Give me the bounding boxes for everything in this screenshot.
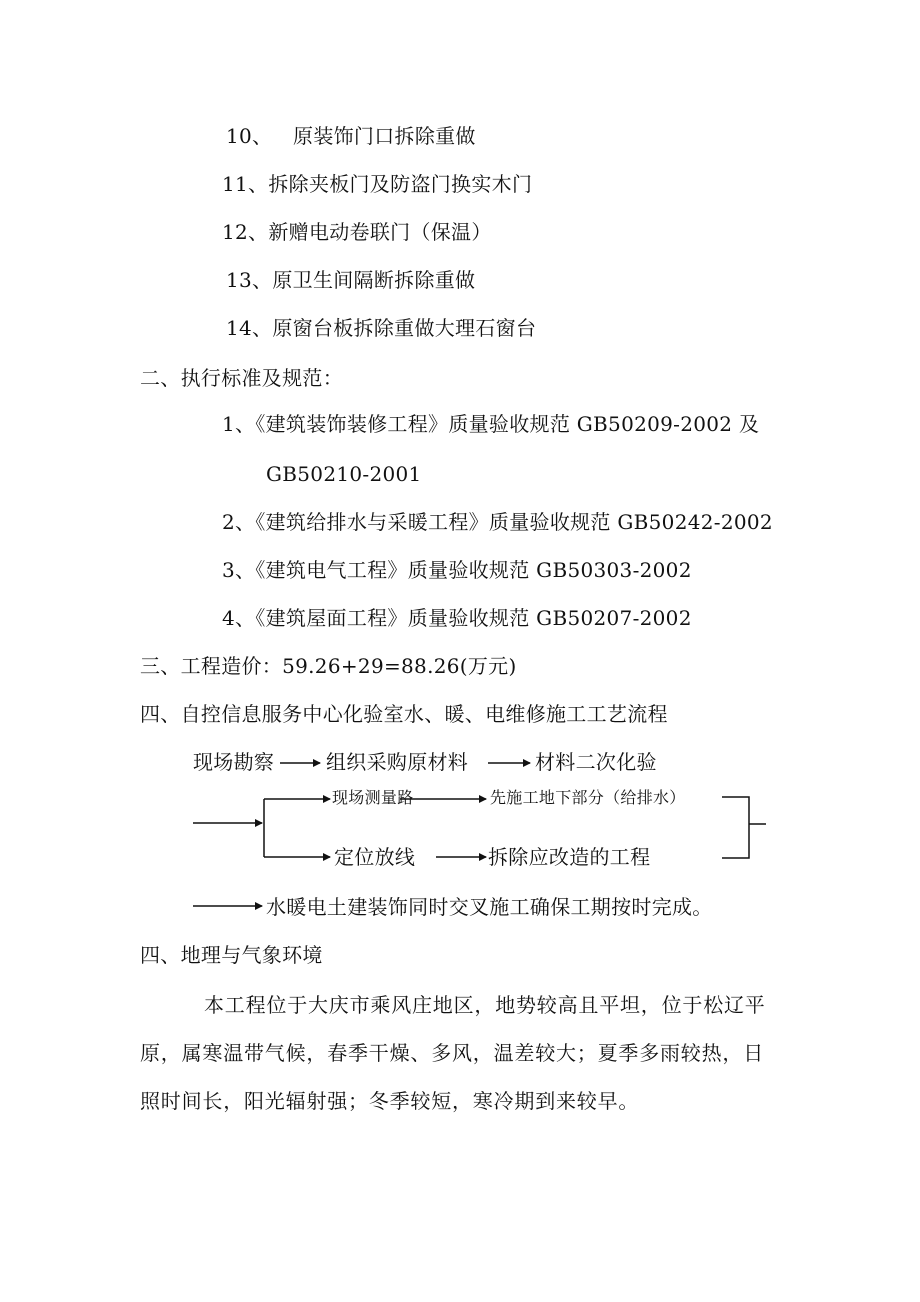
flow-final: 水暖电土建装饰同时交叉施工确保工期按时完成。	[266, 895, 713, 919]
flow-branch-setout: 定位放线	[334, 845, 416, 869]
section-heading-standards: 二、执行标准及规范：	[140, 366, 343, 390]
standard-2: 2、《建筑给排水与采暖工程》质量验收规范 GB50242-2002	[222, 510, 773, 534]
item-text: 新赠电动卷联门（保温）	[268, 220, 492, 244]
item-text: 原卫生间隔断拆除重做	[272, 268, 476, 292]
flow-step-purchase: 组织采购原材料	[326, 750, 469, 774]
paragraph-line: 原，属寒温带气候，春季干燥、多风，温差较大；夏季多雨较热，日	[140, 1041, 764, 1065]
section-heading-cost: 三、工程造价：59.26+29=88.26(万元)	[140, 654, 517, 678]
section-heading-environment: 四、地理与气象环境	[140, 943, 323, 967]
paragraph-line: 本工程位于大庆市乘风庄地区，地势较高且平坦，位于松辽平	[204, 993, 766, 1017]
flow-branch-demolish: 拆除应改造的工程	[488, 845, 651, 869]
flow-step-retest: 材料二次化验	[535, 750, 657, 774]
item-number: 10、	[226, 124, 273, 148]
item-number: 11、	[222, 172, 269, 196]
section-heading-process: 四、自控信息服务中心化验室水、暖、电维修施工工艺流程	[140, 702, 668, 726]
merge-bracket	[722, 797, 749, 858]
item-text: 原窗台板拆除重做大理石窗台	[272, 316, 537, 340]
item-number: 13、	[226, 268, 273, 292]
standard-4: 4、《建筑屋面工程》质量验收规范 GB50207-2002	[222, 606, 692, 630]
item-number: 12、	[222, 220, 269, 244]
item-text: 拆除夹板门及防盗门换实木门	[268, 172, 533, 196]
standard-1-continued: GB50210-2001	[266, 462, 422, 486]
flow-step-survey: 现场勘察	[193, 750, 275, 774]
standard-3: 3、《建筑电气工程》质量验收规范 GB50303-2002	[222, 558, 692, 582]
flow-branch-underground: 先施工地下部分（给排水）	[490, 788, 686, 807]
standard-1: 1、《建筑装饰装修工程》质量验收规范 GB50209-2002 及	[222, 412, 760, 436]
item-text: 原装饰门口拆除重做	[286, 124, 476, 148]
paragraph-line: 照时间长，阳光辐射强；冬季较短，寒冷期到来较早。	[140, 1089, 640, 1113]
item-number: 14、	[226, 316, 273, 340]
flow-branch-measure: 现场测量路	[332, 788, 414, 807]
